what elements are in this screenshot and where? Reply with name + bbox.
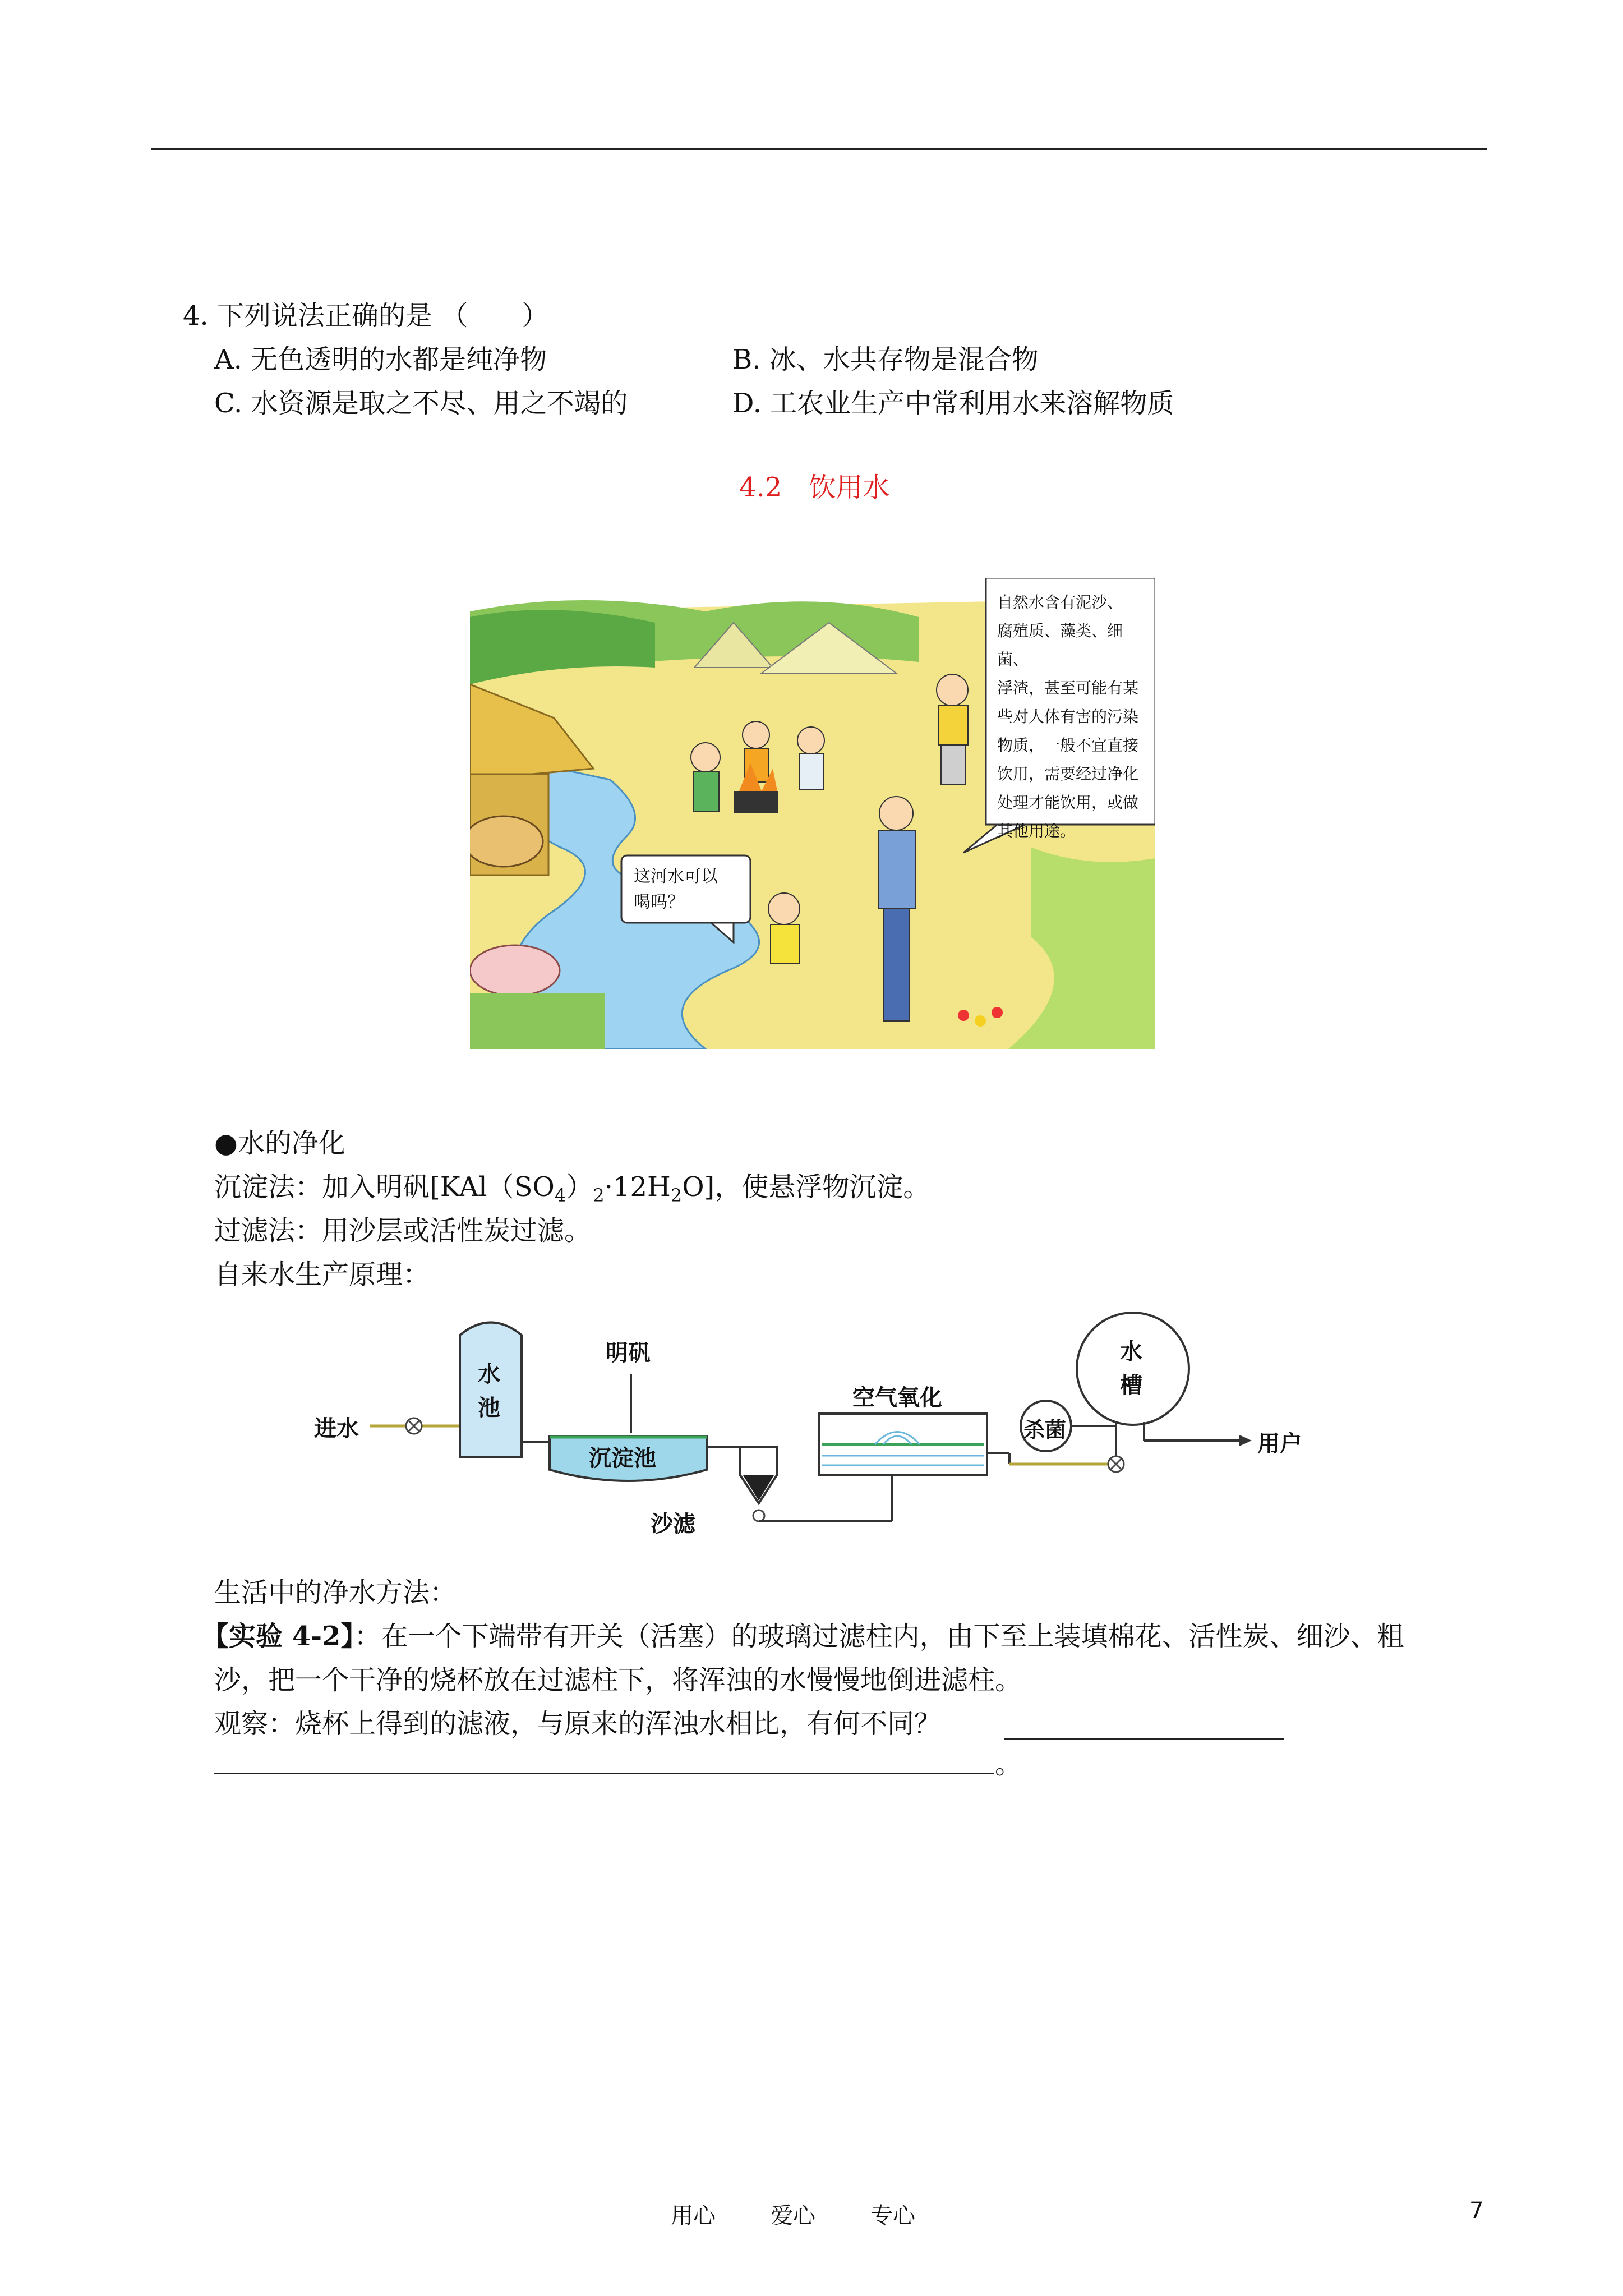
answer-blank-1[interactable] (1004, 1738, 1284, 1740)
question-bubble-line: 这河水可以 (634, 867, 718, 886)
sedimentation-part: 沉淀法：加入明矾[KAl（SO (214, 1171, 555, 1203)
answer-blank-2[interactable] (214, 1773, 994, 1774)
sedimentation-method (214, 1168, 930, 1214)
sterilize-label: 杀菌 (1023, 1418, 1067, 1442)
river-illustration (470, 578, 1155, 1049)
speech-line: 饮用，需要经过净化 (997, 765, 1139, 783)
end-mark: 。 (995, 1749, 1022, 1780)
question-bubble-line: 喝吗？ (634, 892, 684, 912)
pool-label-line: 池 (478, 1395, 500, 1421)
tap-water-principle: 自来水生产原理： (214, 1259, 430, 1290)
experiment-label: 【实验 4-2】 (202, 1621, 354, 1652)
question-stem: 4. 下列说法正确的是 （ ） (183, 300, 549, 332)
settling-tank-label: 沉淀池 (589, 1446, 656, 1471)
experiment-line-1 (202, 1618, 1404, 1655)
page-number: 7 (1469, 2198, 1484, 2224)
option-b: B. 冰、水共存物是混合物 (732, 344, 1039, 375)
question-bubble-text (634, 864, 718, 915)
tank-label-line: 水 (1120, 1339, 1142, 1365)
subscript: 4 (554, 1185, 566, 1206)
speech-line: 物质，一般不宜直接 (997, 736, 1139, 754)
observe-question: 观察：烧杯上得到的滤液，与原来的浑浊水相比，有何不同？ (214, 1708, 942, 1740)
filtration-method: 过滤法：用沙层或活性炭过滤。 (214, 1215, 592, 1246)
footer-motto-1: 用心 (671, 2203, 716, 2229)
speech-line: 浮渣，甚至可能有某 (997, 679, 1139, 697)
speech-line: 处理才能饮用，或做 (997, 793, 1139, 812)
alum-label: 明矾 (606, 1340, 651, 1366)
inlet-label: 进水 (314, 1416, 359, 1442)
footer-motto-3: 专心 (870, 2203, 915, 2229)
header-rule (151, 148, 1487, 150)
purification-heading: ●水的净化 (214, 1128, 345, 1159)
speech-line: 腐殖质、藻类、细菌、 (997, 622, 1123, 669)
daily-heading: 生活中的净水方法： (214, 1577, 457, 1608)
speech-bubble-text (997, 588, 1149, 845)
sedimentation-part: ·12H (604, 1171, 671, 1203)
tank-label-line: 槽 (1120, 1373, 1142, 1398)
speech-line: 其他用途。 (997, 822, 1076, 840)
footer-motto-2: 爱心 (771, 2203, 815, 2229)
section-title: 4.2 饮用水 (739, 472, 890, 503)
tank-label (1120, 1335, 1142, 1402)
option-d: D. 工农业生产中常利用水来溶解物质 (732, 388, 1174, 419)
option-c: C. 水资源是取之不尽、用之不竭的 (214, 388, 628, 419)
speech-line: 自然水含有泥沙、 (997, 593, 1123, 611)
sedimentation-part: ） (566, 1171, 593, 1203)
sedimentation-part: O]，使悬浮物沉淀。 (682, 1171, 930, 1203)
experiment-text: ：在一个下端带有开关（活塞）的玻璃过滤柱内，由下至上装填棉花、活性炭、细沙、粗 (354, 1621, 1404, 1652)
subscript: 2 (670, 1185, 683, 1206)
water-treatment-diagram (314, 1307, 1312, 1554)
subscript: 2 (593, 1185, 605, 1206)
diagram-svg (314, 1307, 1312, 1554)
pool-label-line: 水 (478, 1361, 500, 1387)
sand-filter-label: 沙滤 (651, 1511, 695, 1537)
speech-line: 些对人体有害的污染 (997, 707, 1139, 726)
aeration-label: 空气氧化 (852, 1385, 942, 1411)
pool-label (478, 1358, 500, 1425)
option-a: A. 无色透明的水都是纯净物 (214, 344, 547, 375)
experiment-line-2: 沙，把一个干净的烧杯放在过滤柱下，将浑浊的水慢慢地倒进滤柱。 (214, 1664, 1022, 1696)
user-label: 用户 (1257, 1431, 1302, 1457)
